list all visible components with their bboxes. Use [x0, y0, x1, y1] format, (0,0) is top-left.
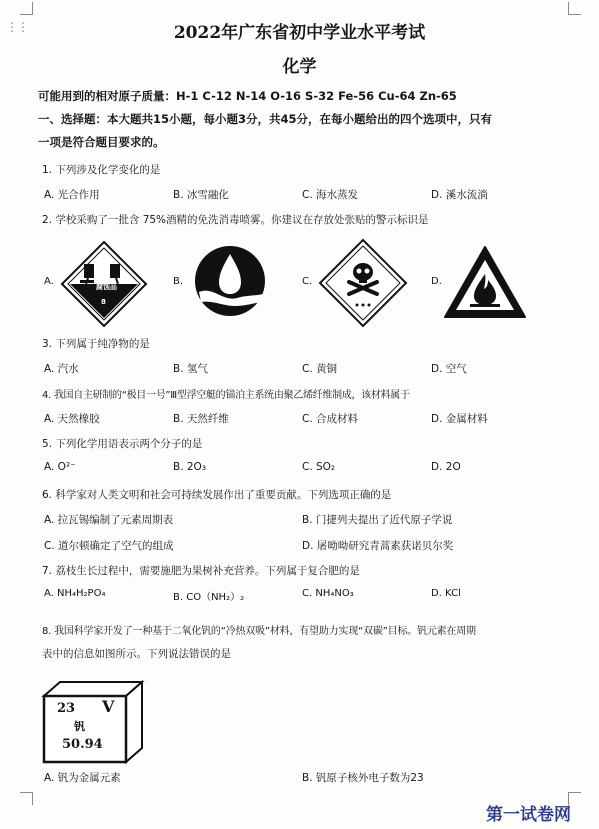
element-name: 钒 [74, 720, 85, 733]
crop-mark-top-right [568, 2, 581, 15]
q1-option-b[interactable]: B. 冰雪融化 [173, 189, 229, 201]
q4-option-a[interactable]: A. 天然橡胶 [44, 413, 100, 425]
q2-option-c[interactable]: C. [302, 276, 313, 287]
question-3-stem: 3. 下列属于纯净物的是 [42, 338, 150, 350]
q7-option-a[interactable]: A. NH₄H₂PO₄ [44, 588, 106, 599]
q3-option-b[interactable]: B. 氢气 [173, 363, 208, 375]
atomic-masses: 可能用到的相对原子质量：H-1 C-12 N-14 O-16 S-32 Fe-56 Cu-64 Zn-65 [38, 89, 457, 103]
q5-option-c[interactable]: C. SO₂ [302, 461, 336, 473]
q4-option-c[interactable]: C. 合成材料 [302, 413, 359, 425]
q8-option-a[interactable]: A. 钒为金属元素 [44, 772, 121, 784]
toxic-skull-sign-icon [318, 238, 408, 328]
drag-handle-icon[interactable]: ⋮⋮ [6, 20, 28, 34]
crop-mark-bottom-left [20, 792, 33, 805]
q5-option-b[interactable]: B. 2O₃ [173, 461, 207, 473]
corrosive-sign-label: 腐蚀品 [96, 283, 117, 291]
section1-instruction-line2: 一项是符合题目要求的。 [38, 135, 165, 149]
q2-option-a[interactable]: A. [44, 276, 54, 287]
q4-option-d[interactable]: D. 金属材料 [431, 413, 488, 425]
q1-option-a[interactable]: A. 光合作用 [44, 189, 100, 201]
site-watermark: 第一试卷网 [486, 805, 571, 825]
q7-option-c[interactable]: C. NH₄NO₃ [302, 588, 354, 599]
q5-option-a[interactable]: A. O²⁻ [44, 461, 76, 473]
question-8-stem-line1: 8. 我国科学家开发了一种基于二氧化钒的“冷热双吸”材料，有望助力实现“双碳”目标。钒元素在周期 [42, 626, 476, 637]
q7-option-d[interactable]: D. KCl [431, 588, 461, 599]
q6-option-a[interactable]: A. 拉瓦锡编制了元素周期表 [44, 514, 174, 526]
question-8-stem-line2: 表中的信息如图所示。下列说法错误的是 [42, 648, 231, 660]
q6-option-c[interactable]: C. 道尔顿确定了空气的组成 [44, 540, 174, 552]
q8-option-b[interactable]: B. 钒原子核外电子数为23 [302, 772, 424, 784]
q1-option-c[interactable]: C. 海水蒸发 [302, 189, 359, 201]
q2-option-d[interactable]: D. [431, 276, 442, 287]
question-7-stem: 7. 荔枝生长过程中，需要施肥为果树补充营养。下列属于复合肥的是 [42, 565, 360, 577]
element-symbol: V [102, 697, 115, 716]
q2-option-b[interactable]: B. [173, 276, 184, 287]
section1-instruction-line1: 一、选择题：本大题共15小题，每小题3分，共45分，在每小题给出的四个选项中，只有 [38, 112, 493, 126]
flammable-sign-icon [442, 244, 528, 320]
question-4-stem: 4. 我国自主研制的“极目一号”Ⅲ型浮空艇的锚泊主系统由聚乙烯纤维制成，该材料属于 [42, 390, 410, 401]
corrosive-sign-class: 8 [101, 298, 106, 306]
question-5-stem: 5. 下列化学用语表示两个分子的是 [42, 438, 203, 450]
question-6-stem: 6. 科学家对人类文明和社会可持续发展作出了重要贡献。下列选项正确的是 [42, 489, 392, 501]
exam-subject: 化学 [282, 57, 317, 77]
q3-option-d[interactable]: D. 空气 [431, 363, 467, 375]
q4-option-b[interactable]: B. 天然纤维 [173, 413, 229, 425]
q6-option-b[interactable]: B. 门捷列夫提出了近代原子学说 [302, 514, 453, 526]
q6-option-d[interactable]: D. 屠呦呦研究青蒿素获诺贝尔奖 [302, 540, 454, 552]
vanadium-element-cube [40, 678, 146, 766]
element-atomic-mass: 50.94 [62, 737, 103, 752]
exam-title: 2022年广东省初中学业水平考试 [173, 23, 426, 43]
q5-option-d[interactable]: D. 2O [431, 461, 461, 473]
q3-option-c[interactable]: C. 黄铜 [302, 363, 338, 375]
element-atomic-number: 23 [57, 701, 76, 716]
q1-option-d[interactable]: D. 溪水流淌 [431, 189, 488, 201]
q7-option-b[interactable]: B. CO（NH₂）₂ [173, 592, 245, 603]
crop-mark-top-left [20, 2, 33, 15]
water-drop-sign-icon [193, 244, 267, 318]
question-1-stem: 1. 下列涉及化学变化的是 [42, 164, 161, 176]
q3-option-a[interactable]: A. 汽水 [44, 363, 79, 375]
question-2-stem: 2. 学校采购了一批含 75%酒精的免洗消毒喷雾。你建议在存放处张贴的警示标识是 [42, 214, 429, 226]
